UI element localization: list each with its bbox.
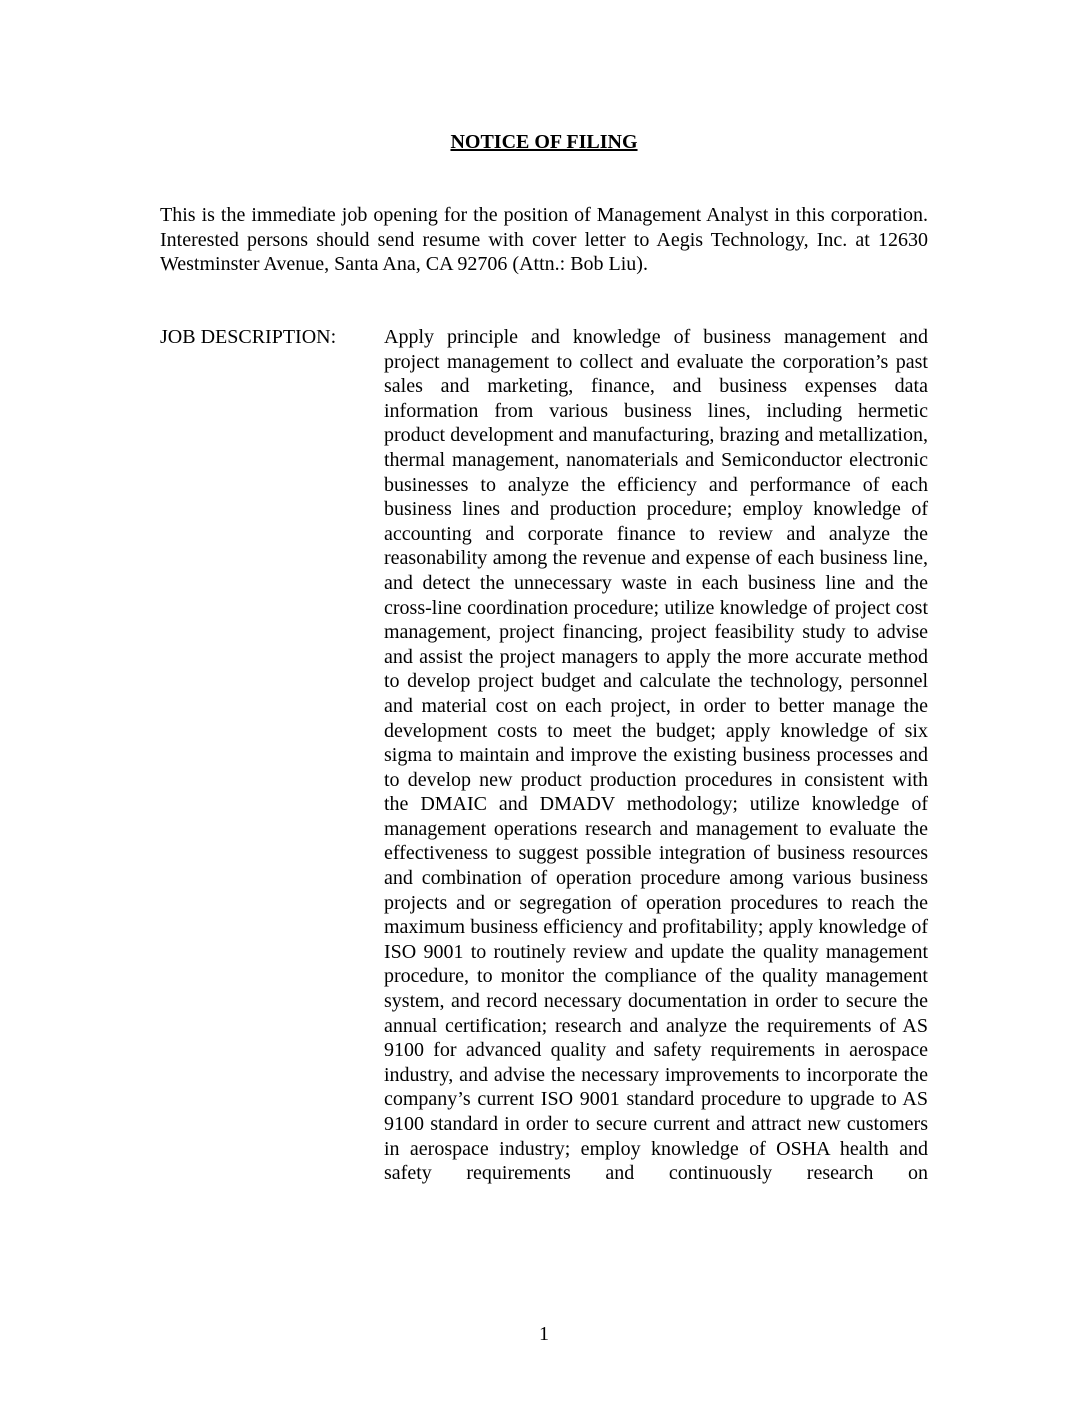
job-description-label: JOB DESCRIPTION:: [160, 326, 337, 348]
page-number: 1: [539, 1323, 549, 1345]
intro-paragraph: This is the immediate job opening for the position of Management Analyst in this corporation. Interested persons should send resume with cover letter to Aegis Technology, Inc. at 12630 Westminster Avenue, Santa Ana, CA 92706 (Attn.: Bob Liu).: [160, 204, 928, 276]
document-title: NOTICE OF FILING: [450, 131, 638, 153]
job-description-text: Apply principle and knowledge of business management and project management to collect and evaluate the corporation’s past sales and marketing, finance, and business expenses data information from various business lines, including hermetic product development and manufacturing, brazing and metallization, thermal management, nanomaterials and Semiconductor electronic businesses to analyze the efficiency and performance of each business lines and production procedure; employ knowledge of accounting and corporate finance to review and analyze the reasonability among the revenue and expense of each business line, and detect the unnecessary waste in each business line and the cross-line coordination procedure; utilize knowledge of project cost management, project financing, project feasibility study to advise and assist the project managers to apply the more accurate method to develop project budget and calculate the technology, personnel and material cost on each project, in order to better manage the development costs to meet the budget; apply knowledge of six sigma to maintain and improve the existing business processes and to develop new product production procedures in consistent with the DMAIC and DMADV methodology; utilize knowledge of management operations research and management to evaluate the effectiveness to suggest possible integration of business resources and combination of operation procedure among various business projects and or segregation of operation procedures to reach the maximum business efficiency and profitability; apply knowledge of ISO 9001 to routinely review and update the quality management procedure, to monitor the compliance of the quality management system, and record necessary documentation in order to secure the annual certification; research and analyze the requirements of AS 9100 for advanced quality and safety requirements in aerospace industry, and advise the necessary improvements to incorporate the company’s current ISO 9001 standard procedure to upgrade to AS 9100 standard in order to secure current and attract new customers in aerospace industry; employ knowledge of OSHA health and safety requirements and continuously research on: [384, 326, 928, 1185]
